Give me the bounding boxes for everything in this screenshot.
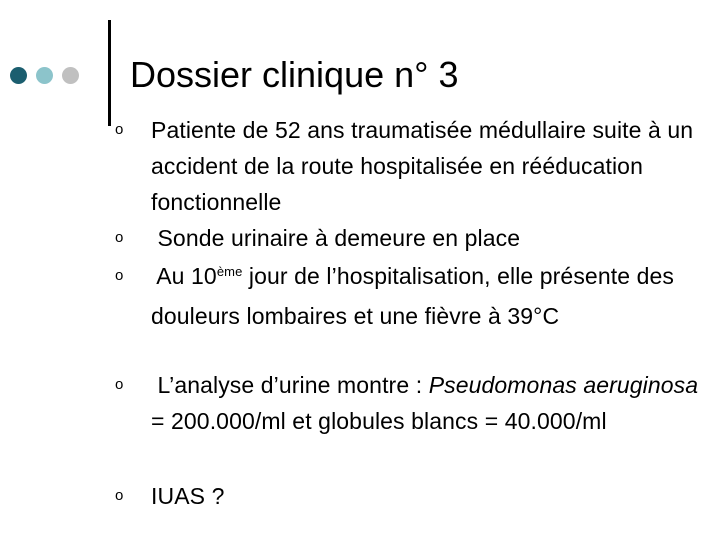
bullet-item-urinalysis	[115, 367, 700, 439]
dot-light-teal-icon	[36, 67, 53, 84]
bullet-item-catheter	[115, 220, 700, 256]
bullet-text-start: L’analyse d’urine montre :	[151, 372, 429, 398]
dot-dark-teal-icon	[10, 67, 27, 84]
organism-name: Pseudomonas aeruginosa	[428, 372, 699, 398]
bullet-text-start: Au 10	[151, 263, 217, 289]
bullet-marker-icon: o	[115, 267, 124, 284]
bullet-text	[151, 367, 700, 439]
bullet-text-end: jour de l’hospitalisation, elle présente des douleurs lombaires et une fièvre à 39°C	[151, 263, 674, 329]
bullet-marker-icon: o	[115, 229, 124, 246]
bullet-text: Patiente de 52 ans traumatisée médullaire suite à un accident de la route hospitalisée en rééducation fonctionnelle	[151, 117, 694, 215]
bullet-text: Sonde urinaire à demeure en place	[151, 225, 521, 251]
bullet-text-end: = 200.000/ml et globules blancs = 40.000/ml	[151, 408, 607, 434]
ordinal-superscript: ème	[216, 264, 243, 279]
bullet-text: IUAS ?	[151, 483, 225, 509]
bullet-marker-icon: o	[115, 487, 124, 504]
dot-grey-icon	[62, 67, 79, 84]
bullet-item-patient	[115, 112, 700, 220]
bullet-text	[151, 258, 700, 334]
bullet-item-symptoms	[115, 258, 700, 334]
decorative-dots	[10, 66, 88, 84]
slide-title: Dossier clinique n° 3	[130, 54, 459, 95]
title-divider	[108, 20, 111, 126]
bullet-marker-icon: o	[115, 121, 124, 138]
bullet-marker-icon: o	[115, 376, 124, 393]
bullet-item-question	[115, 478, 700, 514]
